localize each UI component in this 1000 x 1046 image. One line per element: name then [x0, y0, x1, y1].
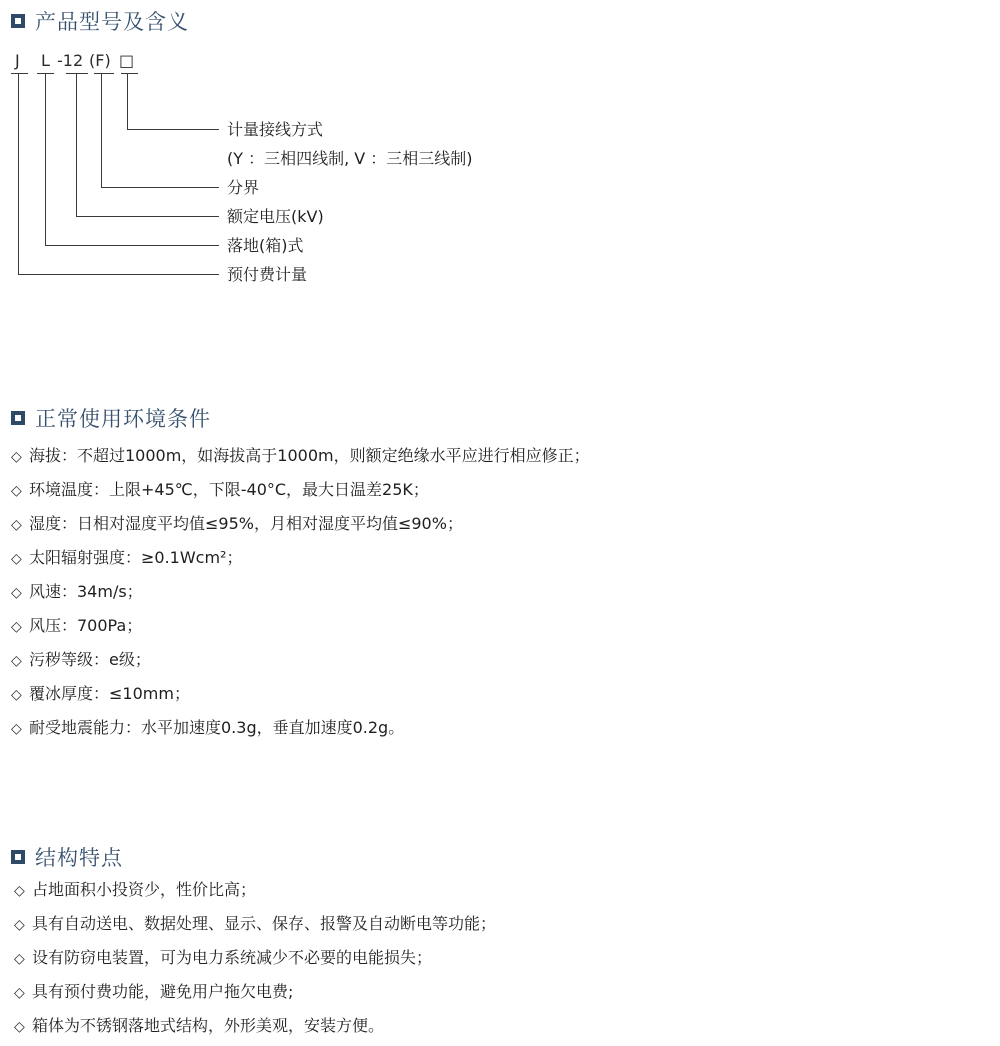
diamond-bullet-icon: ◇ [14, 917, 25, 933]
connector-vertical [101, 74, 102, 188]
connector-vertical [45, 74, 46, 246]
diamond-bullet-icon: ◇ [14, 1019, 25, 1035]
connector-vertical [76, 74, 77, 217]
environment-list [11, 439, 590, 745]
connector-vertical [127, 74, 128, 130]
section-title-environment [11, 405, 211, 431]
features-list [14, 873, 496, 1043]
connector-horizontal [76, 216, 219, 217]
section-title-text: 结构特点 [35, 846, 123, 870]
diamond-bullet-icon: ◇ [14, 883, 25, 899]
diamond-bullet-icon: ◇ [11, 483, 22, 499]
code-char-l: L [41, 51, 50, 70]
list-item-text: 环境温度：上限+45℃，下限-40°C，最大日温差25K； [29, 480, 429, 499]
diamond-bullet-icon: ◇ [11, 517, 22, 533]
diamond-bullet-icon: ◇ [11, 653, 22, 669]
code-char-box: □ [119, 51, 135, 70]
list-item-text: 风压：700Pa； [29, 616, 143, 635]
diamond-bullet-icon: ◇ [11, 721, 22, 737]
label-connection-mode: 计量接线方式 [227, 120, 324, 139]
code-underline [121, 73, 138, 74]
list-item-text: 箱体为不锈钢落地式结构，外形美观，安装方便。 [32, 1016, 385, 1035]
list-item [11, 507, 590, 541]
diamond-bullet-icon: ◇ [11, 687, 22, 703]
list-item-text: 具有预付费功能，避免用户拖欠电费; [32, 982, 294, 1001]
connector-horizontal [18, 274, 219, 275]
code-underline [66, 73, 88, 74]
connector-horizontal [101, 187, 219, 188]
list-item-text: 占地面积小投资少，性价比高； [32, 880, 257, 899]
code-char-j: J [15, 51, 20, 70]
list-item-text: 覆冰厚度：≤10mm； [29, 684, 190, 703]
list-item-text: 具有自动送电、数据处理、显示、保存、报警及自动断电等功能； [32, 914, 497, 933]
list-item-text: 风速：34m/s； [29, 582, 143, 601]
connector-horizontal [45, 245, 219, 246]
square-bullet-icon [11, 411, 25, 425]
section-title-text: 正常使用环境条件 [35, 407, 211, 431]
connector-vertical [18, 74, 19, 275]
list-item [14, 1009, 496, 1043]
list-item [14, 907, 496, 941]
list-item [11, 439, 590, 473]
list-item-text: 海拔：不超过1000m，如海拔高于1000m，则额定绝缘水平应进行相应修正； [29, 446, 590, 465]
code-char-voltage: -12 [57, 51, 84, 70]
diamond-bullet-icon: ◇ [14, 951, 25, 967]
list-item-text: 耐受地震能力：水平加速度0.3g，垂直加速度0.2g。 [29, 718, 405, 737]
diamond-bullet-icon: ◇ [11, 551, 22, 567]
list-item [11, 643, 590, 677]
label-prepaid-metering: 预付费计量 [227, 265, 308, 284]
square-bullet-icon [11, 850, 25, 864]
section-title-text: 产品型号及含义 [35, 10, 189, 34]
list-item [11, 541, 590, 575]
section-title-features [11, 844, 123, 870]
diamond-bullet-icon: ◇ [11, 619, 22, 635]
diamond-bullet-icon: ◇ [11, 449, 22, 465]
connector-horizontal [127, 129, 219, 130]
list-item [14, 941, 496, 975]
list-item-text: 污秽等级：e级； [29, 650, 151, 669]
list-item [11, 473, 590, 507]
list-item [14, 975, 496, 1009]
list-item [11, 677, 590, 711]
list-item-text: 太阳辐射强度：≥0.1Wcm²； [29, 548, 243, 567]
diamond-bullet-icon: ◇ [11, 585, 22, 601]
list-item [11, 575, 590, 609]
code-underline [94, 73, 114, 74]
label-connection-mode-detail: (Y ：三相四线制, V ：三相三线制) [227, 149, 473, 168]
label-floor-box-type: 落地(箱)式 [227, 236, 304, 255]
code-char-f: (F) [89, 51, 111, 70]
list-item-text: 设有防窃电装置，可为电力系统减少不必要的电能损失； [32, 948, 433, 967]
list-item [14, 873, 496, 907]
list-item [11, 711, 590, 745]
model-code-diagram [0, 0, 600, 300]
list-item-text: 湿度：日相对湿度平均值≤95%，月相对湿度平均值≤90%； [29, 514, 463, 533]
diamond-bullet-icon: ◇ [14, 985, 25, 1001]
label-rated-voltage: 额定电压(kV) [227, 207, 324, 226]
label-demarcation: 分界 [227, 178, 260, 197]
code-underline [11, 73, 28, 74]
list-item [11, 609, 590, 643]
